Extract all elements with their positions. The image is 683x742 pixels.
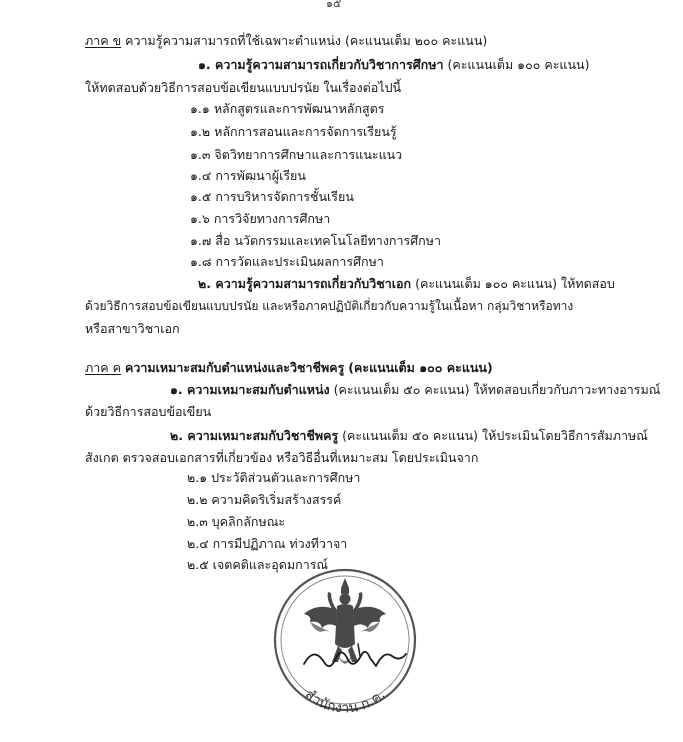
section-c-item2-subitem: ๒.๕ เจตคติและอุดมการณ์	[187, 557, 329, 572]
section-b-item1-subitem: ๑.๔ การพัฒนาผู้เรียน	[190, 168, 306, 183]
section-c-item2-subitem: ๒.๓ บุคลิกลักษณะ	[187, 514, 286, 529]
section-c-item2-subitem: ๒.๑ ประวัติส่วนตัวและการศึกษา	[187, 470, 361, 485]
page-number: ๑๕	[326, 0, 342, 10]
section-c-item2-subitem: ๒.๔ การมีปฏิภาณ ท่วงทีวาจา	[187, 536, 348, 551]
section-c-heading	[85, 360, 493, 376]
section-b-item2-score: (คะแนนเต็ม ๑๐๐ คะแนน) ให้ทดสอบ	[415, 276, 615, 291]
section-b-item1-subitem: ๑.๓ จิตวิทยาการศึกษาและการแนะแนว	[190, 147, 403, 162]
section-c-item2-line1	[170, 428, 648, 444]
section-c-item1-title: ๑. ความเหมาะสมกับตำแหน่ง	[170, 382, 330, 397]
section-b-item1-heading	[198, 57, 589, 73]
section-c-item2-title: ๒. ความเหมาะสมกับวิชาชีพครู	[170, 428, 339, 443]
section-c-item1-line2: ด้วยวิธีการสอบข้อเขียน	[85, 404, 212, 419]
section-c-title: ความเหมาะสมกับตำแหน่งและวิชาชีพครู	[124, 360, 345, 375]
section-b-item2-line2: ด้วยวิธีการสอบข้อเขียนแบบปรนัย และหรือภาคปฏิบัติเกี่ยวกับความรู้ในเนื้อหา กลุ่มวิชาหรือทาง	[85, 299, 574, 313]
section-b-title: ความรู้ความสามารถที่ใช้เฉพาะตำแหน่ง	[125, 33, 341, 48]
section-b-item1-score: (คะแนนเต็ม ๑๐๐ คะแนน)	[447, 57, 590, 72]
section-b-item1-subitem: ๑.๕ การบริหารจัดการชั้นเรียน	[190, 189, 354, 204]
stamp-text: สำนักงาน ก.ค.	[301, 686, 389, 714]
section-b-item2-line3: หรือสาขาวิชาเอก	[85, 321, 180, 336]
section-c-item1-line1	[170, 382, 660, 398]
section-b-heading	[85, 33, 487, 49]
section-b-score: (คะแนนเต็ม ๒๐๐ คะแนน)	[344, 33, 488, 48]
section-c-item2-line2: สังเกต ตรวจสอบเอกสารที่เกี่ยวข้อง หรือวิธีอื่นที่เหมาะสม โดยประเมินจาก	[85, 450, 479, 465]
section-c-item2-subitem: ๒.๒ ความคิดริเริ่มสร้างสรรค์	[187, 492, 342, 507]
section-b-item1-subitem: ๑.๘ การวัดและประเมินผลการศึกษา	[190, 254, 384, 269]
section-c-score: (คะแนนเต็ม ๑๐๐ คะแนน)	[348, 360, 493, 375]
section-b-item1-desc: ให้ทดสอบด้วยวิธีการสอบข้อเขียนแบบปรนัย ในเรื่องต่อไปนี้	[85, 80, 402, 95]
section-b-item2-line1	[198, 276, 615, 292]
handwritten-signature	[300, 640, 410, 676]
section-b-item1-subitem: ๑.๑ หลักสูตรและการพัฒนาหลักสูตร	[190, 101, 385, 116]
section-b-item1-subitem: ๑.๒ หลักการสอนและการจัดการเรียนรู้	[190, 124, 397, 139]
section-b-item1-subitem: ๑.๖ การวิจัยทางการศึกษา	[190, 211, 331, 226]
section-c-item2-score: (คะแนนเต็ม ๕๐ คะแนน) ให้ประเมินโดยวิธีการสัมภาษณ์	[342, 428, 648, 443]
section-b-item1-title: ๑. ความรู้ความสามารถเกี่ยวกับวิชาการศึกษา	[198, 57, 444, 72]
section-c-label: ภาค ค	[85, 360, 121, 375]
section-b-label: ภาค ข	[85, 33, 122, 48]
section-b-item1-subitem: ๑.๗ สื่อ นวัตกรรมและเทคโนโลยีทางการศึกษา	[190, 233, 441, 248]
section-c-item1-score: (คะแนนเต็ม ๕๐ คะแนน) ให้ทดสอบเกี่ยวกับภาวะทางอารมณ์	[333, 382, 661, 397]
section-b-item2-title: ๒. ความรู้ความสามารถเกี่ยวกับวิชาเอก	[198, 276, 412, 291]
